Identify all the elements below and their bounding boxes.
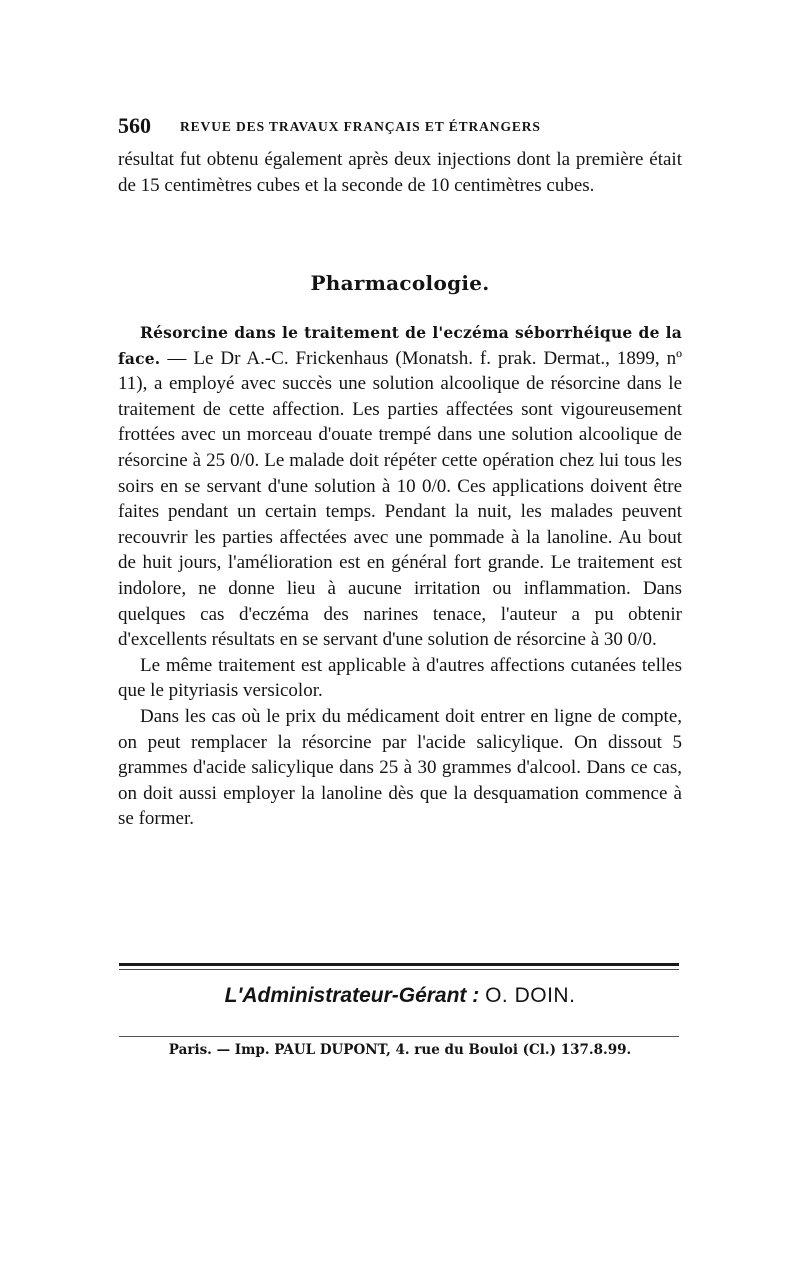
article-lead-text: — Le Dr A.-C. Frickenhaus (Monatsh. f. prak. Dermat., 1899, nº 11), a employé avec succès une solution alcoolique de résorcine dans le traitement de cette affection. Les parties affectées sont vigoureusement frottées avec un morceau d'ouate trempé dans une solution alcoolique de résorcine à 25 0/0. Le malade doit répéter cette opération chez lui tous les soirs en se servant d'une solution à 10 0/0. Ces applications doivent être faites pendant un certain temps. Pendant la nuit, les malades peuvent recouvrir les parties affectées avec une pommade à la lanoline. Au bout de huit jours, l'amélioration est en général fort grande. Le traitement est indolore, ne donne lieu à aucune irritation ou inflammation. Dans quelques cas d'eczéma des narines tenace, l'auteur a pu obtenir d'excellents résultats en se servant d'une solution de résorcine à 30 0/0.	[118, 347, 682, 651]
article-lead-title: Résorcine dans le traitement de l'eczéma séborrhéique de la face.	[118, 323, 682, 368]
running-head: REVUE DES TRAVAUX FRANÇAIS ET ÉTRANGERS	[180, 119, 541, 134]
page-header	[118, 113, 678, 139]
imprint-rule	[119, 1036, 679, 1037]
page-number: 560	[118, 113, 151, 138]
article-paragraph-3: Dans les cas où le prix du médicament doit entrer en ligne de compte, on peut remplacer la résorcine par l'acide salicylique. On dissout 5 grammes d'acide salicylique dans 25 à 30 grammes d'alcool. Dans ce cas, on doit aussi employer la lanoline dès que la desquamation commence à se former.	[118, 705, 682, 830]
signature-name: O. DOIN.	[485, 984, 576, 1007]
section-title: Pharmacologie.	[310, 271, 490, 295]
footer-rule-thin	[119, 969, 679, 970]
signature-role: L'Administrateur-Gérant :	[224, 984, 480, 1007]
printer-imprint: Paris. — Imp. PAUL DUPONT, 4. rue du Bouloi (Cl.) 137.8.99.	[168, 1042, 632, 1058]
footer-rule-thick	[119, 963, 679, 966]
article-body	[118, 320, 682, 832]
intro-text: résultat fut obtenu également après deux injections dont la première était de 15 centimètres cubes et la seconde de 10 centimètres cubes.	[118, 149, 682, 196]
intro-paragraph	[118, 147, 682, 198]
article-paragraph-1	[118, 320, 682, 653]
signature-line	[0, 984, 800, 1008]
article-paragraph-2: Le même traitement est applicable à d'autres affections cutanées telles que le pityriasis versicolor.	[118, 654, 682, 702]
